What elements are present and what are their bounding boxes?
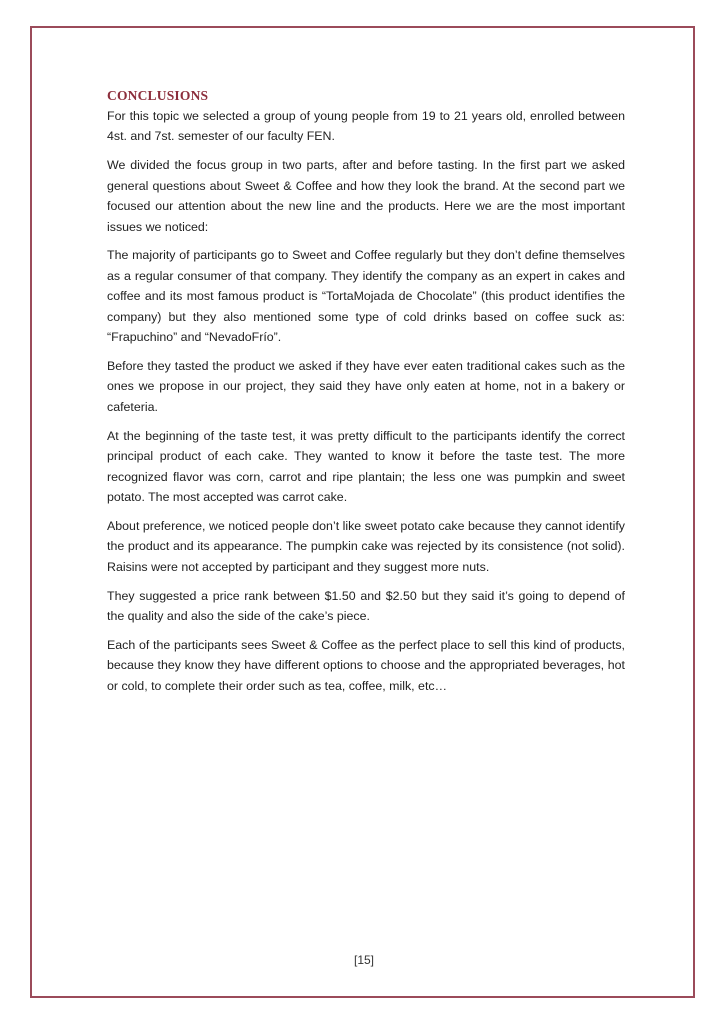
- document-body: [107, 86, 625, 705]
- page-number: [15]: [353, 953, 374, 967]
- paragraph-4: Before they tasted the product we asked if they have ever eaten traditional cakes such as the ones we propose in our project, they said they have only eaten at home, not in a bakery or cafeteria.: [107, 358, 625, 414]
- paragraph-1: For this topic we selected a group of young people from 19 to 21 years old, enrolled between 4st. and 7st. semester of our faculty FEN.: [107, 109, 625, 144]
- paragraph-3: The majority of participants go to Sweet and Coffee regularly but they don’t define themselves as a regular consumer of that company. They identify the company as an expert in cakes and coffee and its most famous product is “TortaMojada de Chocolate” (this product identifies the company) but they also mentioned some type of cold drinks based on coffee suck as: “Frapuchino” and “NevadoFrío”.: [107, 248, 625, 345]
- paragraph-2: We divided the focus group in two parts, after and before tasting. In the first part we asked general questions about Sweet & Coffee and how they look the brand. At the second part we focused our attention about the new line and the products. Here we are the most important issues we noticed:: [107, 158, 625, 234]
- paragraph-7: They suggested a price rank between $1.50 and $2.50 but they said it’s going to depend of the quality and also the side of the cake’s piece.: [107, 588, 625, 623]
- paragraph-5: At the beginning of the taste test, it was pretty difficult to the participants identify the correct principal product of each cake. They wanted to know it before the taste test. The more recognized flavor was corn, carrot and ripe plantain; the less one was pumpkin and sweet potato. The most accepted was carrot cake.: [107, 428, 625, 504]
- paragraph-6: About preference, we noticed people don’t like sweet potato cake because they cannot identify the product and its appearance. The pumpkin cake was rejected by its consistence (not solid). Raisins were not accepted by participant and they suggest more nuts.: [107, 518, 625, 574]
- section-heading: CONCLUSIONS: [107, 88, 209, 103]
- paragraph-8: Each of the participants sees Sweet & Coffee as the perfect place to sell this kind of products, because they know they have different options to choose and the appropriated beverages, hot or cold, to complete their order such as tea, coffee, milk, etc…: [107, 637, 625, 693]
